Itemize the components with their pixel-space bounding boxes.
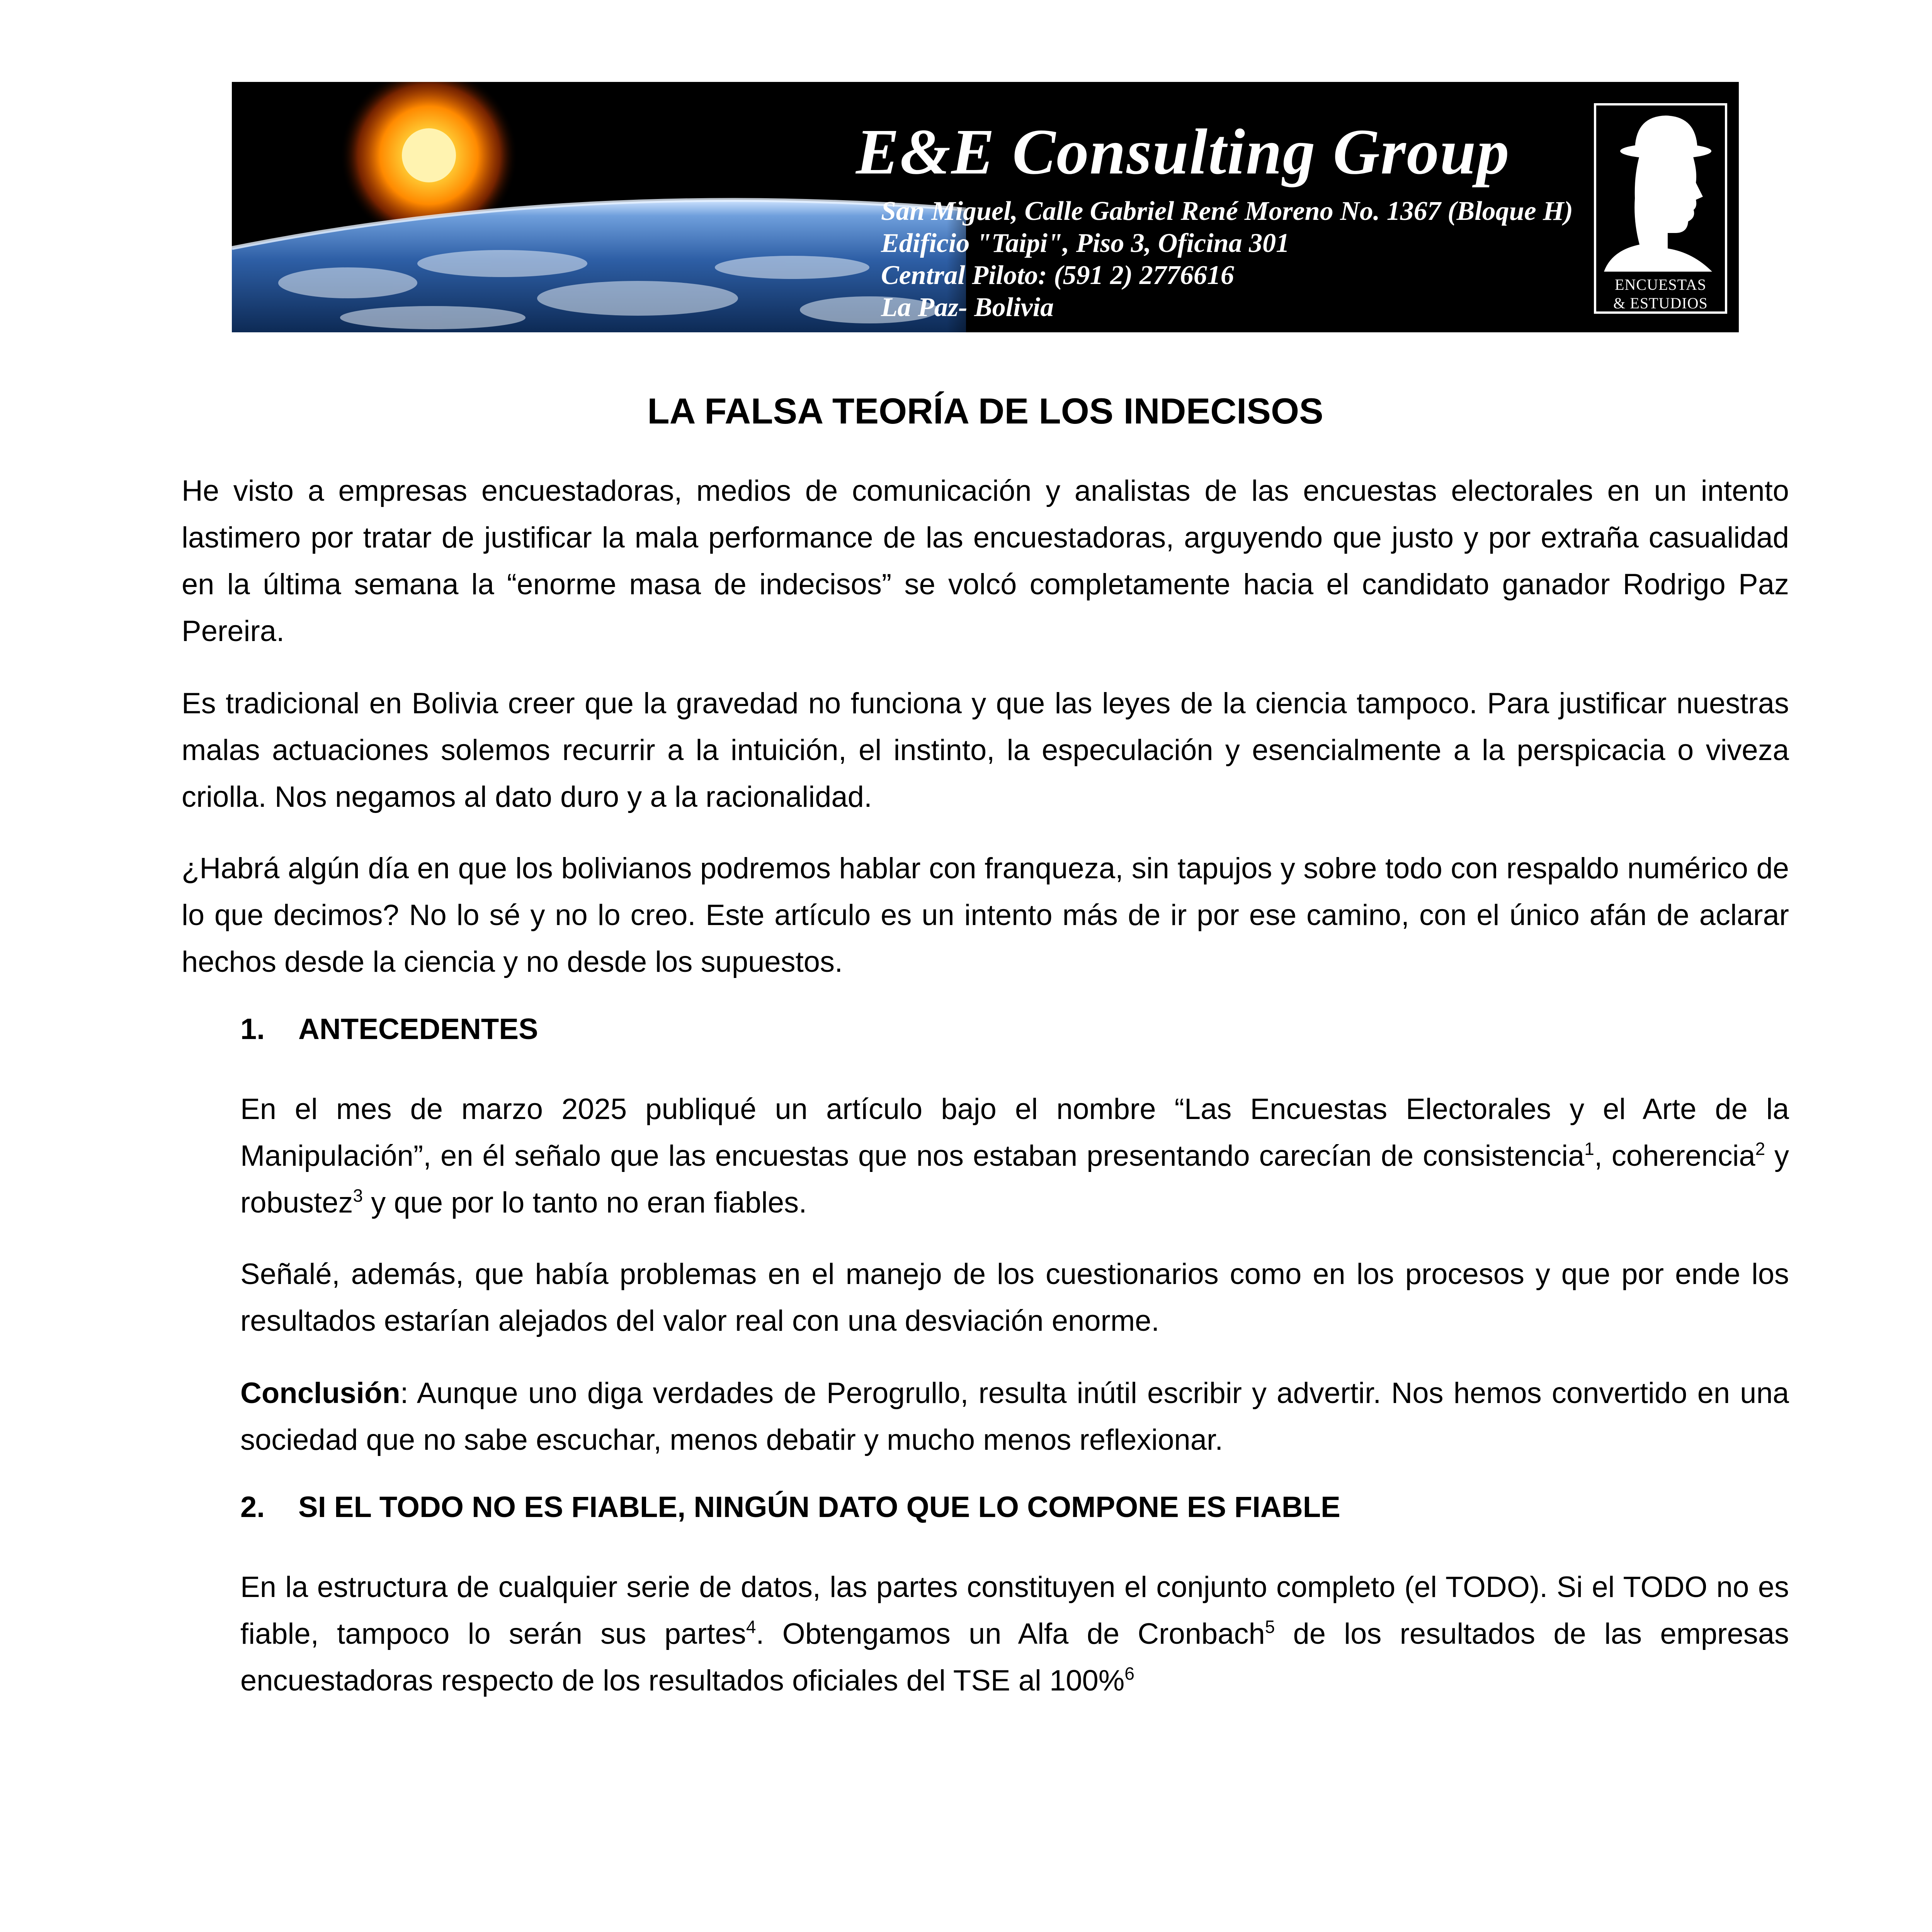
intro-paragraph-3: ¿Habrá algún día en que los bolivianos podremos hablar con franqueza, sin tapujos y sobre todo con respaldo numérico de lo que decimos? No lo sé y no lo creo. Este artículo es un intento más de ir por ese camino, con el único afán de aclarar hechos desde la ciencia y no desde los supuestos.: [182, 852, 1789, 978]
address-line-2: Edificio "Taipi", Piso 3, Oficina 301: [881, 228, 1290, 258]
section-title: ANTECEDENTES: [298, 1013, 538, 1046]
footnote-ref-6: 6: [1124, 1663, 1134, 1684]
footnote-ref-4: 4: [746, 1617, 756, 1637]
conclusion-label: Conclusión: [240, 1377, 400, 1410]
footnote-ref-3: 3: [353, 1185, 363, 1206]
address-line-1: San Miguel, Calle Gabriel René Moreno No. 1367 (Bloque H): [881, 196, 1573, 226]
header-banner: [232, 82, 1739, 332]
encuestas-estudios-logo: [1594, 103, 1727, 314]
document-title: LA FALSA TEORÍA DE LOS INDECISOS: [647, 391, 1323, 431]
silhouette-bowler-hat-icon: [1596, 105, 1725, 272]
antecedentes-paragraph-1: En el mes de marzo 2025 publiqué un artículo bajo el nombre “Las Encuestas Electorales y el Arte de la Manipulación”, en él señalo que las encuestas que nos estaban presentando carecían de consistencia$^1$, coherencia$^2$ y robustez$^3$ y que por lo tanto no eran fiables.: [240, 1093, 1789, 1219]
todo-fiable-paragraph: En la estructura de cualquier serie de datos, las partes constituyen el conjunto completo (el TODO). Si el TODO no es fiable, tampoco lo serán sus partes$^4$. Obtengamos un Alfa de Cronbach$^5$ de los resultados de las empresas encuestadoras respecto de los resultados oficiales del TSE al 100%$^6$: [240, 1571, 1789, 1697]
section-title: SI EL TODO NO ES FIABLE, NINGÚN DATO QUE LO COMPONE ES FIABLE: [298, 1491, 1340, 1524]
phone-line: Central Piloto: (591 2) 2776616: [881, 260, 1234, 290]
intro-paragraph-2: Es tradicional en Bolivia creer que la gravedad no funciona y que las leyes de la ciencia tampoco. Para justificar nuestras malas actuaciones solemos recurrir a la intuición, el instinto, la especulación y esencialmente a la perspicacia o viveza criolla. Nos negamos al dato duro y a la racionalidad.: [182, 687, 1789, 813]
footnote-ref-2: 2: [1755, 1139, 1765, 1159]
logo-text-estudios: & ESTUDIOS: [1613, 294, 1708, 312]
antecedentes-paragraph-2: Señalé, además, que había problemas en el manejo de los cuestionarios como en los procesos y que por ende los resultados estarían alejados del valor real con una desviación enorme.: [240, 1258, 1789, 1337]
company-name: E&E Consulting Group: [856, 116, 1510, 188]
section-heading-antecedentes: [240, 1012, 538, 1046]
city-line: La Paz- Bolivia: [881, 293, 1054, 322]
section-number: 1.: [240, 1013, 265, 1046]
logo-text-encuestas: ENCUESTAS: [1615, 276, 1706, 293]
section-heading-todo-fiable: [240, 1490, 1340, 1524]
intro-paragraph-1: He visto a empresas encuestadoras, medios de comunicación y analistas de las encuestas electorales en un intento lastimero por tratar de justificar la mala performance de las encuestadoras, arguyendo que justo y por extraña casualidad en la última semana la “enorme masa de indecisos” se volcó completamente hacia el candidato ganador Rodrigo Paz Pereira.: [182, 474, 1789, 648]
footnote-ref-1: 1: [1584, 1139, 1594, 1159]
conclusion-paragraph: Conclusión: Aunque uno diga verdades de Perogrullo, resulta inútil escribir y advertir. Nos hemos convertido en una sociedad que no sabe escuchar, menos debatir y mucho menos reflexionar.: [240, 1377, 1789, 1456]
section-number: 2.: [240, 1491, 265, 1524]
footnote-ref-5: 5: [1265, 1617, 1275, 1637]
